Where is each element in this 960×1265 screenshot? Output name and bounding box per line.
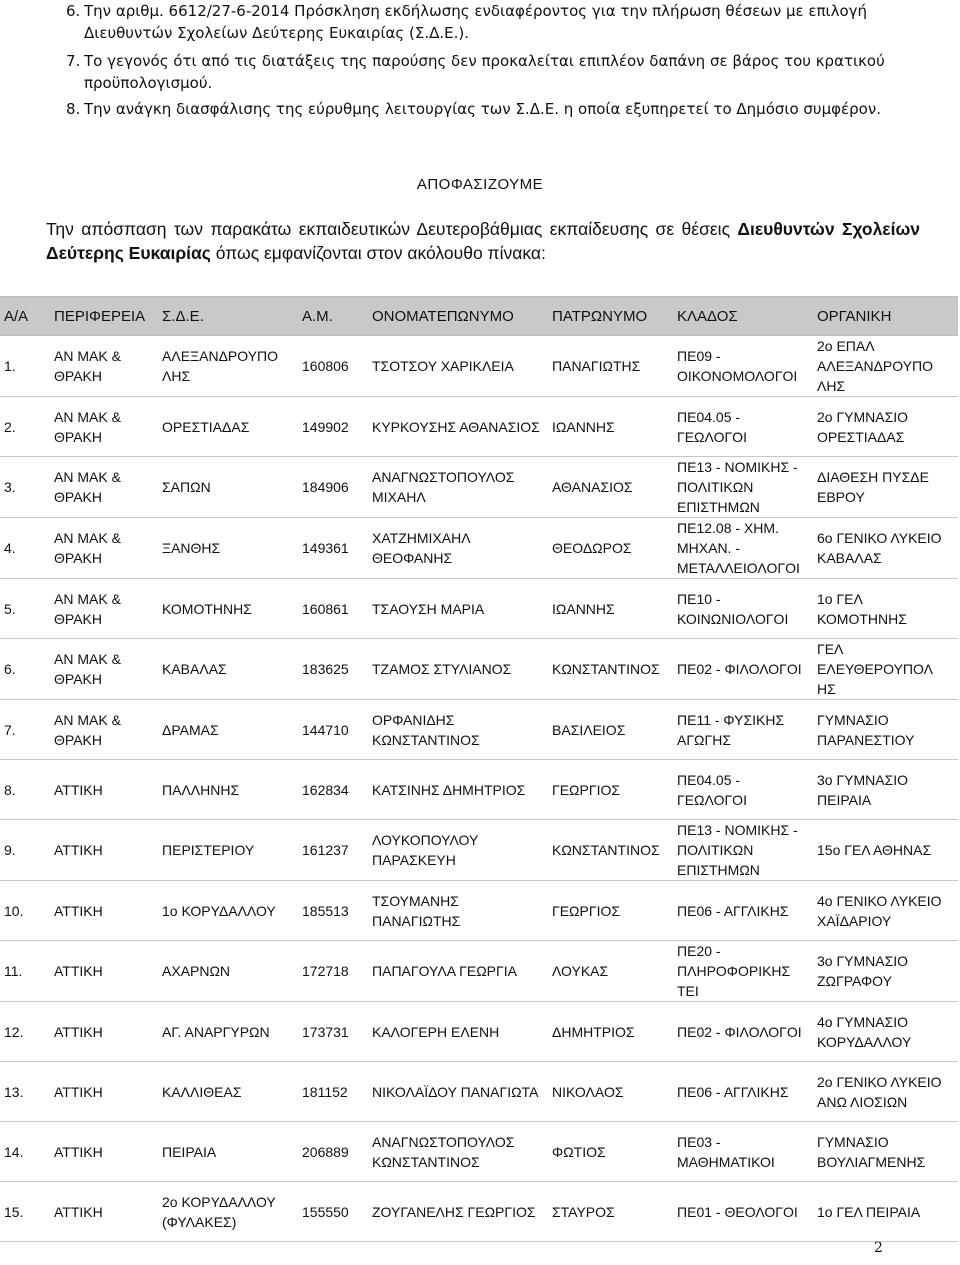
row-specialty: ΠΕ13 - ΝΟΜΙΚΗΣ - ΠΟΛΙΤΙΚΩΝ ΕΠΙΣΤΗΜΩΝ — [673, 820, 813, 881]
row-region: ΑΝ ΜΑΚ & ΘΡΑΚΗ — [50, 700, 158, 760]
row-specialty: ΠΕ13 - ΝΟΜΙΚΗΣ - ΠΟΛΙΤΙΚΩΝ ΕΠΙΣΤΗΜΩΝ — [673, 457, 813, 518]
header-sde: Σ.Δ.Ε. — [158, 297, 298, 336]
row-organic: 1ο ΓΕΛ ΚΟΜΟΤΗΝΗΣ — [813, 579, 958, 639]
row-fullname: ΝΙΚΟΛΑΪΔΟΥ ΠΑΝΑΓΙΩΤΑ — [368, 1062, 548, 1122]
row-region: ΑΤΤΙΚΗ — [50, 760, 158, 820]
row-specialty: ΠΕ06 - ΑΓΓΛΙΚΗΣ — [673, 881, 813, 941]
row-fullname: ΑΝΑΓΝΩΣΤΟΠΟΥΛΟΣ ΚΩΝΣΤΑΝΤΙΝΟΣ — [368, 1122, 548, 1182]
row-sde: ΑΓ. ΑΝΑΡΓΥΡΩΝ — [158, 1002, 298, 1062]
row-sde: ΚΑΒΑΛΑΣ — [158, 639, 298, 700]
row-region: ΑΝ ΜΑΚ & ΘΡΑΚΗ — [50, 518, 158, 579]
row-sde: ΑΛΕΞΑΝΔΡΟΥΠΟ ΛΗΣ — [158, 336, 298, 397]
row-fullname: ΖΟΥΓΑΝΕΛΗΣ ΓΕΩΡΓΙΟΣ — [368, 1182, 548, 1242]
row-sde: 1ο ΚΟΡΥΔΑΛΛΟΥ — [158, 881, 298, 941]
row-patronymic: ΚΩΝΣΤΑΝΤΙΝΟΣ — [548, 639, 673, 700]
row-organic: 4ο ΓΥΜΝΑΣΙΟ ΚΟΡΥΔΑΛΛΟΥ — [813, 1002, 958, 1062]
row-number: 8. — [0, 760, 50, 820]
row-sde: ΔΡΑΜΑΣ — [158, 700, 298, 760]
decision-paragraph — [46, 217, 920, 265]
row-fullname: ΑΝΑΓΝΩΣΤΟΠΟΥΛΟΣ ΜΙΧΑΗΛ — [368, 457, 548, 518]
row-fullname: ΤΣΟΤΣΟΥ ΧΑΡΙΚΛΕΙΑ — [368, 336, 548, 397]
row-region: ΑΤΤΙΚΗ — [50, 1182, 158, 1242]
row-fullname: ΛΟΥΚΟΠΟΥΛΟΥ ΠΑΡΑΣΚΕΥΗ — [368, 820, 548, 881]
row-fullname: ΠΑΠΑΓΟΥΛΑ ΓΕΩΡΓΙΑ — [368, 941, 548, 1002]
list-item — [66, 0, 932, 44]
header-aa: Α/Α — [0, 297, 50, 336]
row-organic: ΓΕΛ ΕΛΕΥΘΕΡΟΥΠΟΛ ΗΣ — [813, 639, 958, 700]
row-sde: ΣΑΠΩΝ — [158, 457, 298, 518]
row-am: 172718 — [298, 941, 368, 1002]
row-organic: 2ο ΓΕΝΙΚΟ ΛΥΚΕΙΟ ΑΝΩ ΛΙΟΣΙΩΝ — [813, 1062, 958, 1122]
table-row — [0, 941, 958, 1002]
row-organic: 15ο ΓΕΛ ΑΘΗΝΑΣ — [813, 820, 958, 881]
table-row — [0, 639, 958, 700]
table-row — [0, 397, 958, 457]
item-number: 6. — [66, 2, 81, 20]
row-region: ΑΤΤΙΚΗ — [50, 941, 158, 1002]
row-am: 206889 — [298, 1122, 368, 1182]
assignments-table — [0, 296, 958, 1242]
row-region: ΑΤΤΙΚΗ — [50, 1002, 158, 1062]
row-specialty: ΠΕ10 - ΚΟΙΝΩΝΙΟΛΟΓΟΙ — [673, 579, 813, 639]
table-row — [0, 1002, 958, 1062]
row-region: ΑΝ ΜΑΚ & ΘΡΑΚΗ — [50, 639, 158, 700]
row-sde: ΞΑΝΘΗΣ — [158, 518, 298, 579]
table-row — [0, 579, 958, 639]
row-patronymic: ΙΩΑΝΝΗΣ — [548, 397, 673, 457]
item-text: Την ανάγκη διασφάλισης της εύρυθμης λειτουργίας των Σ.Δ.Ε. η οποία εξυπηρετεί το Δημόσιο συμφέρον. — [84, 100, 881, 118]
table-row — [0, 881, 958, 941]
row-sde: ΠΑΛΛΗΝΗΣ — [158, 760, 298, 820]
row-am: 184906 — [298, 457, 368, 518]
paragraph-text-end: όπως εμφανίζονται στον ακόλουθο πίνακα: — [210, 243, 546, 263]
row-sde: ΚΟΜΟΤΗΝΗΣ — [158, 579, 298, 639]
list-item — [66, 50, 932, 94]
row-organic: ΔΙΑΘΕΣΗ ΠΥΣΔΕ ΕΒΡΟΥ — [813, 457, 958, 518]
row-number: 10. — [0, 881, 50, 941]
row-fullname: ΤΖΑΜΟΣ ΣΤΥΛΙΑΝΟΣ — [368, 639, 548, 700]
row-patronymic: ΣΤΑΥΡΟΣ — [548, 1182, 673, 1242]
table-row — [0, 1122, 958, 1182]
row-am: 181152 — [298, 1062, 368, 1122]
row-number: 3. — [0, 457, 50, 518]
header-fullname: ΟΝΟΜΑΤΕΠΩΝΥΜΟ — [368, 297, 548, 336]
row-region: ΑΤΤΙΚΗ — [50, 1122, 158, 1182]
row-number: 5. — [0, 579, 50, 639]
table-header-row — [0, 297, 958, 336]
row-am: 160806 — [298, 336, 368, 397]
row-patronymic: ΓΕΩΡΓΙΟΣ — [548, 881, 673, 941]
row-number: 1. — [0, 336, 50, 397]
table-row — [0, 820, 958, 881]
header-specialty: ΚΛΑΔΟΣ — [673, 297, 813, 336]
table-row — [0, 700, 958, 760]
row-patronymic: ΛΟΥΚΑΣ — [548, 941, 673, 1002]
row-region: ΑΤΤΙΚΗ — [50, 881, 158, 941]
table-row — [0, 518, 958, 579]
row-specialty: ΠΕ06 - ΑΓΓΛΙΚΗΣ — [673, 1062, 813, 1122]
row-fullname: ΚΑΛΟΓΕΡΗ ΕΛΕΝΗ — [368, 1002, 548, 1062]
row-specialty: ΠΕ11 - ΦΥΣΙΚΗΣ ΑΓΩΓΗΣ — [673, 700, 813, 760]
row-organic: 2ο ΓΥΜΝΑΣΙΟ ΟΡΕΣΤΙΑΔΑΣ — [813, 397, 958, 457]
row-organic: 3ο ΓΥΜΝΑΣΙΟ ΖΩΓΡΑΦΟΥ — [813, 941, 958, 1002]
row-fullname: ΚΑΤΣΙΝΗΣ ΔΗΜΗΤΡΙΟΣ — [368, 760, 548, 820]
row-number: 13. — [0, 1062, 50, 1122]
row-number: 15. — [0, 1182, 50, 1242]
row-patronymic: ΙΩΑΝΝΗΣ — [548, 579, 673, 639]
row-am: 161237 — [298, 820, 368, 881]
row-specialty: ΠΕ02 - ΦΙΛΟΛΟΓΟΙ — [673, 1002, 813, 1062]
row-region: ΑΝ ΜΑΚ & ΘΡΑΚΗ — [50, 336, 158, 397]
row-patronymic: ΝΙΚΟΛΑΟΣ — [548, 1062, 673, 1122]
row-am: 183625 — [298, 639, 368, 700]
table-row — [0, 457, 958, 518]
row-organic: 1ο ΓΕΛ ΠΕΙΡΑΙΑ — [813, 1182, 958, 1242]
row-specialty: ΠΕ09 - ΟΙΚΟΝΟΜΟΛΟΓΟΙ — [673, 336, 813, 397]
decision-heading: ΑΠΟΦΑΣΙΖΟΥΜΕ — [416, 176, 544, 193]
paragraph-text: Την απόσπαση των παρακάτω εκπαιδευτικών Δευτεροβάθμιας εκπαίδευσης σε θέσεις — [46, 219, 738, 239]
row-region: ΑΝ ΜΑΚ & ΘΡΑΚΗ — [50, 579, 158, 639]
row-organic: 4ο ΓΕΝΙΚΟ ΛΥΚΕΙΟ ΧΑΪΔΑΡΙΟΥ — [813, 881, 958, 941]
row-patronymic: ΦΩΤΙΟΣ — [548, 1122, 673, 1182]
row-patronymic: ΓΕΩΡΓΙΟΣ — [548, 760, 673, 820]
row-fullname: ΧΑΤΖΗΜΙΧΑΗΛ ΘΕΟΦΑΝΗΣ — [368, 518, 548, 579]
row-patronymic: ΔΗΜΗΤΡΙΟΣ — [548, 1002, 673, 1062]
row-region: ΑΝ ΜΑΚ & ΘΡΑΚΗ — [50, 397, 158, 457]
table-row — [0, 1182, 958, 1242]
table-row — [0, 1062, 958, 1122]
row-patronymic: ΘΕΟΔΩΡΟΣ — [548, 518, 673, 579]
row-number: 2. — [0, 397, 50, 457]
row-patronymic: ΒΑΣΙΛΕΙΟΣ — [548, 700, 673, 760]
page-number: 2 — [874, 1240, 883, 1256]
row-number: 4. — [0, 518, 50, 579]
table-row — [0, 336, 958, 397]
item-text: Την αριθμ. 6612/27-6-2014 Πρόσκληση εκδήλωσης ενδιαφέροντος για την πλήρωση θέσεων με επιλογή Διευθυντών Σχολείων Δεύτερης Ευκαιρίας (Σ.Δ.Ε.). — [84, 2, 868, 42]
row-organic: 2ο ΕΠΑΛ ΑΛΕΞΑΝΔΡΟΥΠΟ ΛΗΣ — [813, 336, 958, 397]
row-sde: ΟΡΕΣΤΙΑΔΑΣ — [158, 397, 298, 457]
row-specialty: ΠΕ04.05 - ΓΕΩΛΟΓΟΙ — [673, 397, 813, 457]
item-text: Το γεγονός ότι από τις διατάξεις της παρούσης δεν προκαλείται επιπλέον δαπάνη σε βάρος του κρατικού προϋπολογισμού. — [84, 52, 885, 92]
row-sde: 2ο ΚΟΡΥΔΑΛΛΟΥ (ΦΥΛΑΚΕΣ) — [158, 1182, 298, 1242]
row-am: 149902 — [298, 397, 368, 457]
row-number: 14. — [0, 1122, 50, 1182]
row-am: 144710 — [298, 700, 368, 760]
row-region: ΑΝ ΜΑΚ & ΘΡΑΚΗ — [50, 457, 158, 518]
row-sde: ΠΕΡΙΣΤΕΡΙΟΥ — [158, 820, 298, 881]
row-sde: ΠΕΙΡΑΙΑ — [158, 1122, 298, 1182]
row-organic: ΓΥΜΝΑΣΙΟ ΠΑΡΑΝΕΣΤΙΟΥ — [813, 700, 958, 760]
row-fullname: ΤΣΟΥΜΑΝΗΣ ΠΑΝΑΓΙΩΤΗΣ — [368, 881, 548, 941]
row-specialty: ΠΕ01 - ΘΕΟΛΟΓΟΙ — [673, 1182, 813, 1242]
row-organic: ΓΥΜΝΑΣΙΟ ΒΟΥΛΙΑΓΜΕΝΗΣ — [813, 1122, 958, 1182]
item-number: 8. — [66, 100, 81, 118]
header-am: Α.Μ. — [298, 297, 368, 336]
row-am: 149361 — [298, 518, 368, 579]
table-row — [0, 760, 958, 820]
row-specialty: ΠΕ02 - ΦΙΛΟΛΟΓΟΙ — [673, 639, 813, 700]
row-am: 173731 — [298, 1002, 368, 1062]
paragraph-bold-text: Διευθυντών Σχολείων Δεύτερης Ευκαιρίας — [46, 219, 920, 263]
row-number: 6. — [0, 639, 50, 700]
row-region: ΑΤΤΙΚΗ — [50, 820, 158, 881]
row-specialty: ΠΕ03 - ΜΑΘΗΜΑΤΙΚΟΙ — [673, 1122, 813, 1182]
row-organic: 3ο ΓΥΜΝΑΣΙΟ ΠΕΙΡΑΙΑ — [813, 760, 958, 820]
row-organic: 6ο ΓΕΝΙΚΟ ΛΥΚΕΙΟ ΚΑΒΑΛΑΣ — [813, 518, 958, 579]
assignments-table-wrap — [0, 296, 960, 1242]
row-region: ΑΤΤΙΚΗ — [50, 1062, 158, 1122]
header-patronymic: ΠΑΤΡΩΝΥΜΟ — [548, 297, 673, 336]
row-fullname: ΟΡΦΑΝΙΔΗΣ ΚΩΝΣΤΑΝΤΙΝΟΣ — [368, 700, 548, 760]
row-patronymic: ΚΩΝΣΤΑΝΤΙΝΟΣ — [548, 820, 673, 881]
row-number: 12. — [0, 1002, 50, 1062]
row-patronymic: ΠΑΝΑΓΙΩΤΗΣ — [548, 336, 673, 397]
row-am: 160861 — [298, 579, 368, 639]
row-number: 9. — [0, 820, 50, 881]
list-item — [66, 98, 932, 120]
header-organic: ΟΡΓΑΝΙΚΗ — [813, 297, 958, 336]
header-region: ΠΕΡΙΦΕΡΕΙΑ — [50, 297, 158, 336]
row-specialty: ΠΕ04.05 - ΓΕΩΛΟΓΟΙ — [673, 760, 813, 820]
row-am: 155550 — [298, 1182, 368, 1242]
row-fullname: ΚΥΡΚΟΥΣΗΣ ΑΘΑΝΑΣΙΟΣ — [368, 397, 548, 457]
row-fullname: ΤΣΑΟΥΣΗ ΜΑΡΙΑ — [368, 579, 548, 639]
row-sde: ΚΑΛΛΙΘΕΑΣ — [158, 1062, 298, 1122]
row-number: 11. — [0, 941, 50, 1002]
row-am: 162834 — [298, 760, 368, 820]
row-specialty: ΠΕ20 - ΠΛΗΡΟΦΟΡΙΚΗΣ ΤΕΙ — [673, 941, 813, 1002]
row-number: 7. — [0, 700, 50, 760]
row-sde: ΑΧΑΡΝΩΝ — [158, 941, 298, 1002]
row-patronymic: ΑΘΑΝΑΣΙΟΣ — [548, 457, 673, 518]
item-number: 7. — [66, 52, 81, 70]
row-specialty: ΠΕ12.08 - ΧΗΜ. ΜΗΧΑΝ. - ΜΕΤΑΛΛΕΙΟΛΟΓΟΙ — [673, 518, 813, 579]
row-am: 185513 — [298, 881, 368, 941]
